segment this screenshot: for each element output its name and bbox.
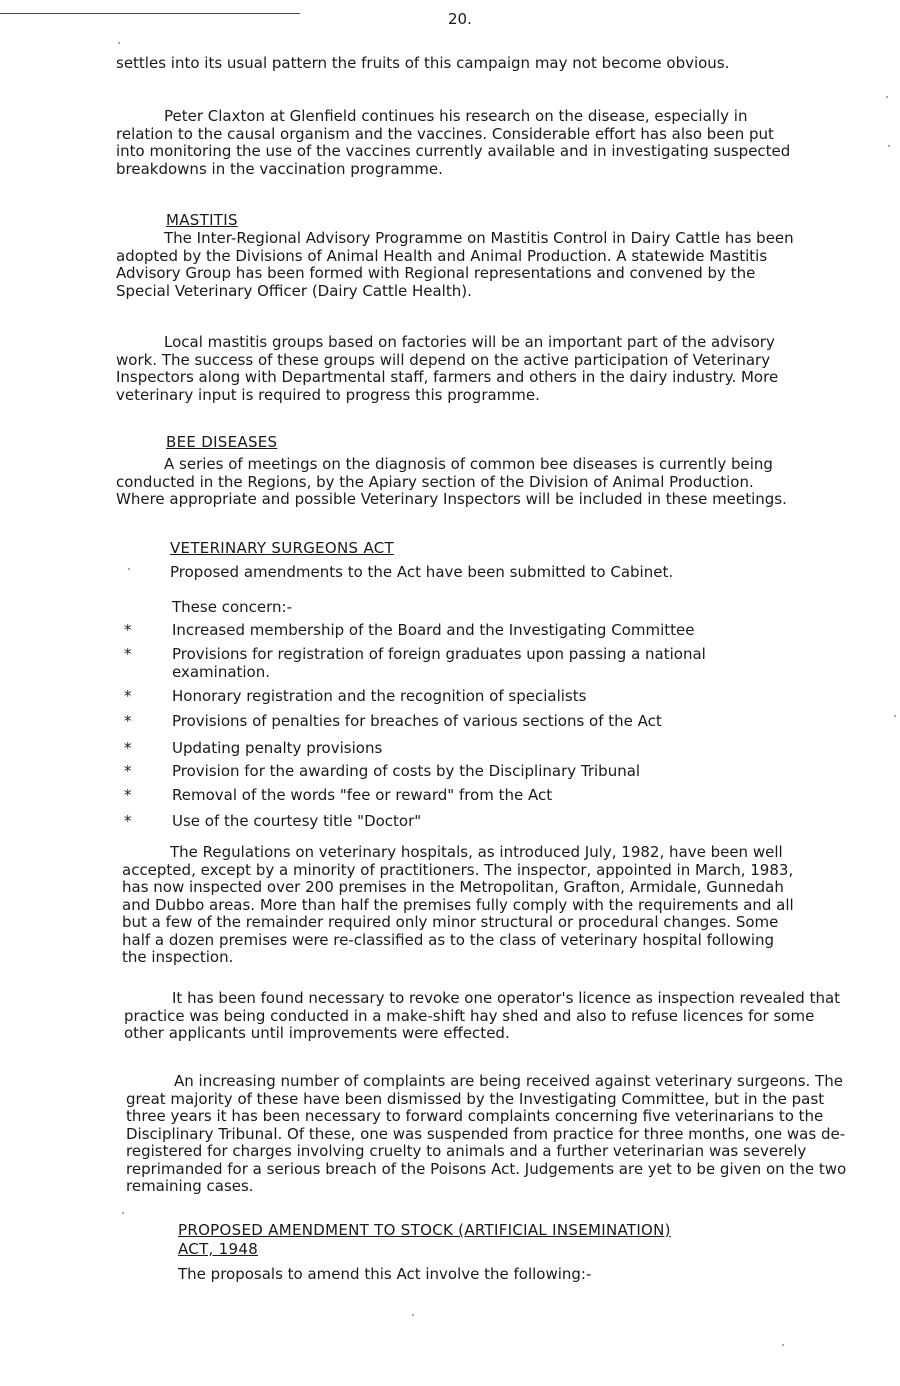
bullet-star: * (124, 786, 132, 804)
paragraph-claxton: Peter Claxton at Glenfield continues his research on the disease, especially in relation to the causal organism and the vaccines. Considerable effort has also been put into monitoring the use of the vaccines currently available and in investigating suspected breakdowns in the vaccination programme. (116, 107, 791, 178)
bullet-star: * (124, 621, 132, 639)
page-number: 20. (448, 10, 472, 28)
scan-speck (886, 96, 888, 98)
bullet-star: * (124, 687, 132, 705)
heading-mastitis: MASTITIS (166, 211, 238, 229)
list-item-text: Updating penalty provisions (172, 739, 383, 757)
bullet-star: * (124, 712, 132, 730)
bullet-star: * (124, 645, 132, 663)
paragraph-mastitis-1: The Inter-Regional Advisory Programme on Mastitis Control in Dairy Cattle has been adopted by the Divisions of Animal Health and Animal Production. A statewide Mastitis Advisory Group has been formed with Regional representations and convened by the Special Veterinary Officer (Dairy Cattle Health). (116, 229, 794, 300)
heading-veterinary-surgeons-act: VETERINARY SURGEONS ACT (170, 539, 394, 557)
scan-speck (118, 42, 120, 44)
scan-speck (888, 145, 890, 147)
paragraph-complaints: An increasing number of complaints are being received against veterinary surgeons. The great majority of these have been dismissed by the Investigating Committee, but in the past three years it has been necessary to forward complaints concerning five veterinarians to the Disciplinary Tribunal. Of these, one was suspended from practice for three months, one was de-registered for charges involving cruelty to animals and a further veterinarian was severely reprimanded for a serious breach of the Poisons Act. Judgements are yet to be given on the two remaining cases. (126, 1072, 847, 1195)
paragraph-bee-diseases: A series of meetings on the diagnosis of common bee diseases is currently being conducted in the Regions, by the Apiary section of the Division of Animal Production. Where appropriate and possible Veterinary Inspectors will be included in these meetings. (116, 455, 787, 508)
scan-speck (122, 1212, 124, 1214)
paragraph-mastitis-2: Local mastitis groups based on factories will be an important part of the advisory work. The success of these groups will depend on the active participation of Veterinary Inspectors along with Departmental staff, farmers and others in the dairy industry. More veterinary input is required to progress this programme. (116, 333, 779, 404)
bullet-star: * (124, 739, 132, 757)
bullet-star: * (124, 812, 132, 830)
paragraph-vsa-amendments: Proposed amendments to the Act have been submitted to Cabinet. (170, 563, 674, 581)
heading-bee-diseases: BEE DISEASES (166, 433, 278, 451)
list-item-text: Removal of the words "fee or reward" from the Act (172, 786, 553, 804)
heading-stock-ai-act-line1: PROPOSED AMENDMENT TO STOCK (ARTIFICIAL INSEMINATION) (178, 1221, 671, 1239)
list-item-text: Provision for the awarding of costs by the Disciplinary Tribunal (172, 762, 641, 780)
paragraph-stock-proposals: The proposals to amend this Act involve the following:- (178, 1265, 592, 1283)
concern-label: These concern:- (172, 598, 292, 616)
list-item-text: Provisions of penalties for breaches of various sections of the Act (172, 712, 662, 730)
scan-speck (894, 715, 896, 717)
heading-stock-ai-act-line2: ACT, 1948 (178, 1240, 259, 1258)
list-item-text: Provisions for registration of foreign graduates upon passing a national examination. (172, 645, 706, 681)
scan-speck (412, 1314, 414, 1316)
scan-speck (782, 1344, 784, 1346)
list-item-text: Increased membership of the Board and the Investigating Committee (172, 621, 695, 639)
list-item-text: Use of the courtesy title "Doctor" (172, 812, 422, 830)
list-item-text: Honorary registration and the recognition of specialists (172, 687, 587, 705)
header-rule (0, 13, 300, 14)
bullet-star: * (124, 762, 132, 780)
paragraph-vet-hospitals: The Regulations on veterinary hospitals, as introduced July, 1982, have been well accepted, except by a minority of practitioners. The inspector, appointed in March, 1983, has now inspected over 200 premises in the Metropolitan, Grafton, Armidale, Gunnedah and Dubbo areas. More than half the premises fully comply with the requirements and all but a few of the remainder required only minor structural or procedural changes. Some half a dozen premises were re-classified as to the class of veterinary hospital following the inspection. (122, 843, 794, 966)
scan-speck (128, 568, 130, 570)
paragraph-intro: settles into its usual pattern the fruits of this campaign may not become obvious. (116, 54, 730, 72)
paragraph-licence-revocation: It has been found necessary to revoke one operator's licence as inspection revealed that practice was being conducted in a make-shift hay shed and also to refuse licences for some other applicants until improvements were effected. (124, 989, 841, 1042)
